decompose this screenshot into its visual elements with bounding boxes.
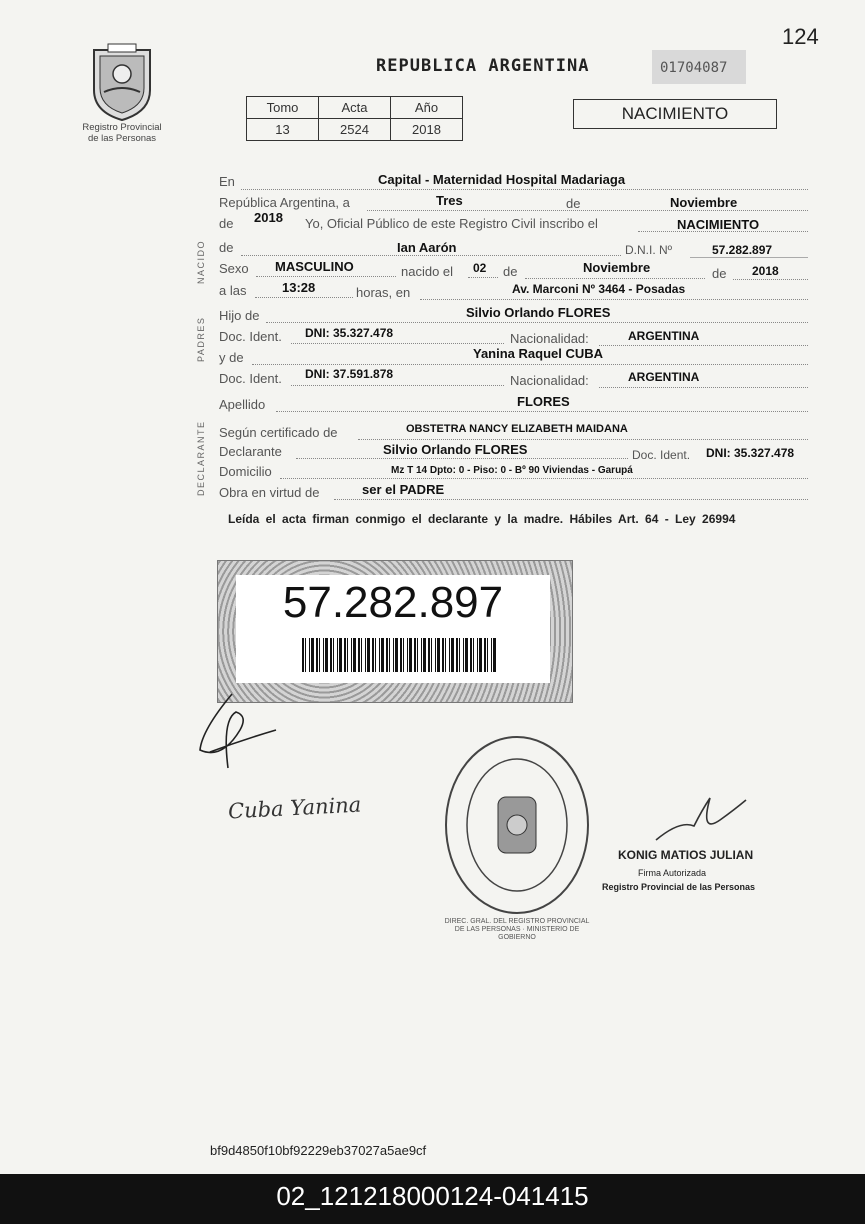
record-acta: 2524: [319, 119, 391, 141]
act-type-box: NACIMIENTO: [573, 99, 777, 129]
page-number: 124: [782, 24, 819, 49]
field-apellido: FLORES: [517, 394, 570, 409]
side-label-padres: PADRES: [196, 316, 206, 362]
mother-signature: Cuba Yanina: [227, 792, 362, 824]
seal-text: DIREC. GRAL. DEL REGISTRO PROVINCIAL DE LAS PERSONAS · MINISTERIO DE GOBIERNO: [444, 918, 590, 941]
label-nacido-el: nacido el: [401, 264, 454, 279]
record-table: [246, 96, 463, 141]
label-domicilio: Domicilio: [219, 464, 272, 479]
field-mes-nac: Noviembre: [583, 260, 651, 275]
label-de: de: [219, 216, 234, 231]
side-label-declarante: DECLARANTE: [196, 420, 206, 496]
label-declarante: Declarante: [219, 444, 282, 459]
field-madre: Yanina Raquel CUBA: [473, 346, 604, 361]
province-emblem-icon: [88, 40, 156, 122]
record-header: Tomo: [247, 97, 319, 119]
registry-name-line1: Registro Provincial: [82, 122, 162, 133]
document-hash: bf9d4850f10bf92229eb37027a5ae9cf: [210, 1143, 427, 1158]
registry-seal-icon: [442, 733, 592, 917]
label-en: En: [219, 174, 235, 189]
official-office: Registro Provincial de las Personas: [602, 882, 756, 892]
label-sexo: Sexo: [219, 261, 249, 276]
field-lugar-nac: Av. Marconi Nº 3464 - Posadas: [512, 282, 686, 296]
label-de: de: [712, 266, 727, 281]
label-oficial: Yo, Oficial Público de este Registro Civil inscribo el: [305, 216, 598, 231]
field-domicilio: Mz T 14 Dpto: 0 - Piso: 0 - Bº 90 Viviendas - Garupá: [391, 465, 633, 476]
field-mes-texto: Noviembre: [670, 195, 738, 210]
field-anio: 2018: [254, 210, 283, 225]
field-nombre: Ian Aarón: [397, 240, 457, 255]
label-de: de: [566, 196, 581, 211]
record-header: Acta: [319, 97, 391, 119]
field-padre: Silvio Orlando FLORES: [466, 305, 611, 320]
field-dni: 57.282.897: [712, 243, 773, 257]
label-a-las: a las: [219, 283, 247, 298]
field-padre-doc: DNI: 35.327.478: [305, 326, 394, 340]
closing-text: Leída el acta firman conmigo el declarante y la madre. Hábiles Art. 64 - Ley 26994: [228, 512, 736, 526]
record-tomo: 13: [247, 119, 319, 141]
label-nacionalidad: Nacionalidad:: [510, 373, 589, 388]
label-de: de: [503, 264, 518, 279]
official-role: Firma Autorizada: [638, 868, 707, 878]
field-declarante: Silvio Orlando FLORES: [383, 442, 528, 457]
serial-number: 01704087: [660, 60, 728, 76]
field-hora: 13:28: [282, 280, 316, 295]
field-anio-nac: 2018: [752, 264, 779, 278]
dni-sticker-number: 57.282.897: [282, 578, 504, 627]
registry-name-line2: de las Personas: [87, 133, 157, 144]
field-declarante-doc: DNI: 35.327.478: [706, 446, 795, 460]
field-certificado: OBSTETRA NANCY ELIZABETH MAIDANA: [406, 423, 628, 435]
label-nacionalidad: Nacionalidad:: [510, 331, 589, 346]
field-padre-nac: ARGENTINA: [628, 329, 700, 343]
field-obra: ser el PADRE: [362, 482, 445, 497]
declarant-signature-icon: [192, 690, 288, 780]
official-signature-icon: [650, 790, 750, 850]
country-title: REPUBLICA ARGENTINA: [376, 56, 590, 76]
record-anio: 2018: [391, 119, 463, 141]
label-republica: República Argentina, a: [219, 195, 350, 210]
label-doc-ident: Doc. Ident.: [219, 371, 282, 386]
label-dni: D.N.I. Nº: [625, 243, 673, 257]
label-apellido: Apellido: [219, 397, 266, 412]
label-doc-ident-declarante: Doc. Ident.: [632, 448, 691, 462]
barcode-icon: [302, 638, 498, 672]
field-lugar: Capital - Maternidad Hospital Madariaga: [378, 172, 626, 187]
field-dia-texto: Tres: [436, 193, 463, 208]
side-label-nacido: NACIDO: [196, 239, 206, 284]
label-doc-ident: Doc. Ident.: [219, 329, 282, 344]
footer-code: 02_121218000124-041415: [0, 1174, 865, 1224]
label-segun: Según certificado de: [219, 425, 338, 440]
label-y-de: y de: [219, 350, 244, 365]
label-horas-en: horas, en: [356, 285, 411, 300]
field-inscribe: NACIMIENTO: [677, 217, 760, 232]
label-de: de: [219, 240, 234, 255]
label-hijo-de: Hijo de: [219, 308, 260, 323]
record-header: Año: [391, 97, 463, 119]
official-name: KONIG MATIOS JULIAN: [618, 848, 754, 862]
field-sexo: MASCULINO: [275, 259, 354, 274]
field-madre-doc: DNI: 37.591.878: [305, 367, 394, 381]
label-obra: Obra en virtud de: [219, 485, 320, 500]
field-dia-nac: 02: [473, 261, 487, 275]
field-madre-nac: ARGENTINA: [628, 370, 700, 384]
